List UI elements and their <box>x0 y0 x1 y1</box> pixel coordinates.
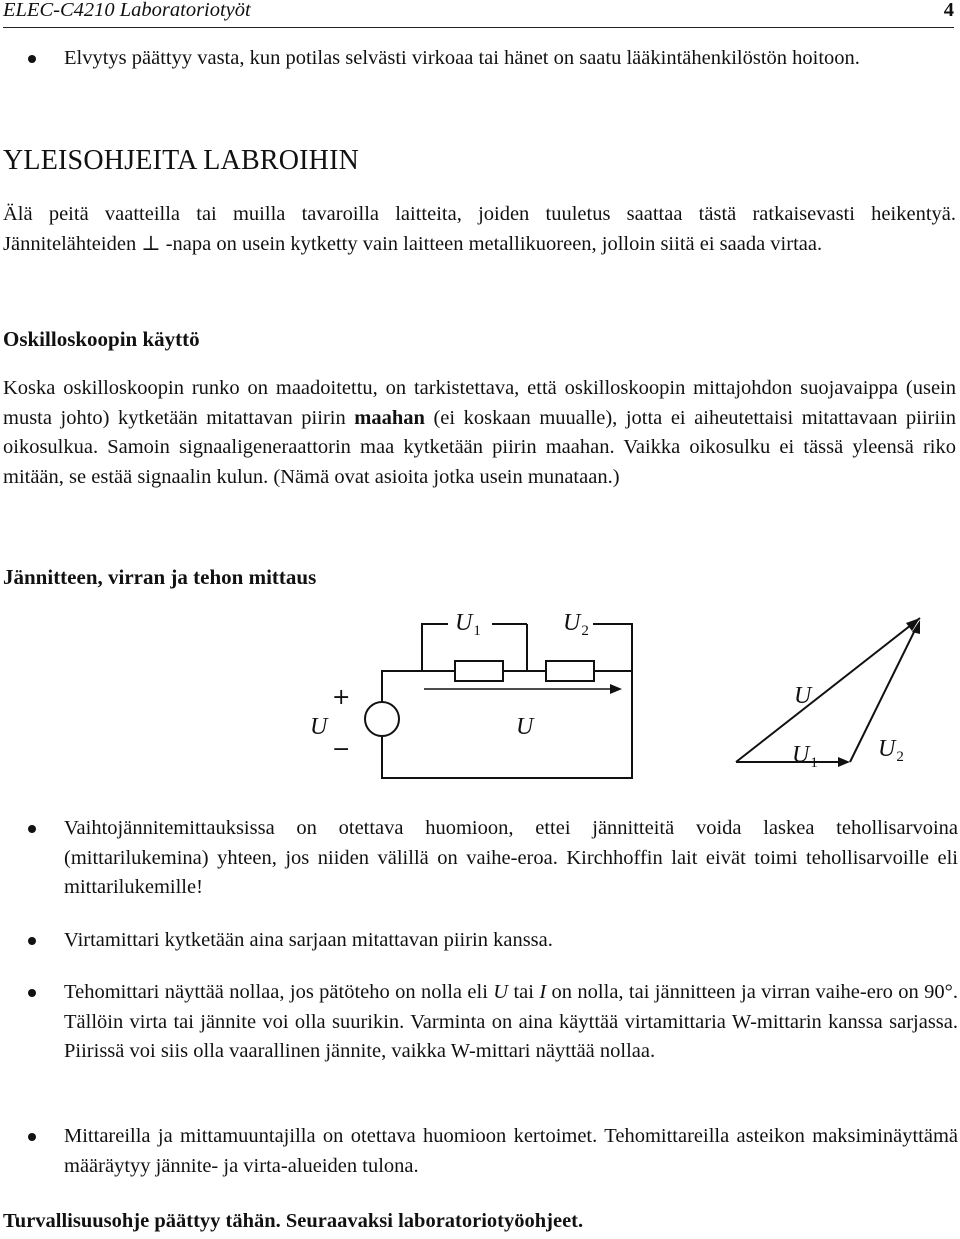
bullet-text: Elvytys päättyy vasta, kun potilas selvästi virkoaa tai hänet on saatu lääkintähenkilöstön hoitoon. <box>64 47 860 69</box>
section-heading-measurement: Jännitteen, virran ja tehon mittaus <box>3 565 317 589</box>
phasor-u1-arrowhead-icon <box>838 757 850 767</box>
phasor-label-u1-sub: 1 <box>810 755 818 771</box>
bullet-item-wattmeter <box>28 978 958 1067</box>
voltmeter-u1-lead-left <box>422 624 448 671</box>
bullet-text: Vaihtojännitemittauksissa on otettava huomioon, ettei jännitteitä voida laskea tehollisarvoina (mittarilukemina) yhteen, jos niiden välillä on vaihe-eroa. Kirchhoffin lait eivät toimi tehollisarvoille eli mittarilukemille! <box>64 817 958 898</box>
resistor-1 <box>455 661 503 681</box>
bullet-text-part: tai <box>508 981 540 1003</box>
math-symbol-u: U <box>493 981 509 1003</box>
footer-note: Turvallisuusohje päättyy tähän. Seuraavaksi laboratoriotyöohjeet. <box>3 1210 584 1232</box>
emphasis-ground: maahan <box>354 406 425 429</box>
section-heading-general: YLEISOHJEITA LABROIHIN <box>3 145 360 176</box>
bullet-item-ammeter <box>28 926 958 956</box>
bullet-text-part: on nolla, tai jännitteen ja virran vaihe-ero on <box>546 981 925 1003</box>
bullet-text <box>64 978 958 1067</box>
page-number: 4 <box>943 0 954 21</box>
bullet-text: Virtamittari kytketään aina sarjaan mitattavan piirin kanssa. <box>64 929 553 951</box>
bullet-item-resuscitation <box>28 44 958 74</box>
paragraph-text: Koska oskilloskoopin runko on maadoitettu, on tarkistettava, että oskilloskoopin mittajohdon suojavaippa (usein musta johto) kytketään mitattavan piirin <box>3 377 956 429</box>
bullet-text: Mittareilla ja mittamuuntajilla on otettava huomioon kertoimet. Tehomittareilla asteikon maksiminäyttämä määräytyy jännite- ja virta-alueiden tulona. <box>64 1125 958 1177</box>
label-source-u: U <box>310 714 328 740</box>
label-u1-sub: 1 <box>473 623 481 639</box>
paragraph-text: (ei koskaan muualle), jotta ei aiheutettaisi mitattavaan piiriin oikosulkua. Samoin signaaligeneraattorin maa kytketään piirin maahan. Vaikka oikosulku ei tässä yleensä riko mitään, se estää signaalin kulun. (Nämä ovat asioita jotka usein munataan.) <box>3 406 957 488</box>
wire-return <box>382 671 632 778</box>
bullet-dot-icon <box>28 1133 36 1141</box>
label-u2-sub: 2 <box>581 623 589 639</box>
circuit-diagram <box>365 624 632 778</box>
measurement-figure <box>290 596 930 786</box>
phasor-label-u: U <box>794 683 812 709</box>
page-header <box>3 0 954 26</box>
label-u1-symbol: U <box>455 610 473 636</box>
figure-svg <box>290 596 930 786</box>
resistor-2 <box>546 661 594 681</box>
paragraph-general <box>3 200 956 259</box>
bullet-item-multipliers <box>28 1122 958 1181</box>
label-u2 <box>563 610 589 639</box>
paragraph-text: Älä peitä vaatteilla tai muilla tavaroilla laitteita, joiden tuuletus saattaa tästä ratkaisevasti heikentyä. Jännitelähteiden <box>3 203 956 255</box>
bullet-dot-icon <box>28 989 36 997</box>
label-total-u: U <box>516 714 534 740</box>
paragraph-text: -napa on usein kytketty vain laitteen metallikuoreen, jolloin siitä ei saada virtaa. <box>160 232 823 255</box>
label-plus-sign: + <box>332 685 351 710</box>
degree-symbol: ° <box>944 981 953 1003</box>
phasor-label-u1 <box>792 742 818 771</box>
voltmeter-u2-lead-right <box>593 624 632 671</box>
bullet-text-part: . Tällöin virta tai jännite voi olla suurikin. Varminta on aina käyttää virtamittaria W-mittarin kanssa sarjassa. Piirissä voi siis olla vaarallinen jännite, vaikka W-mittari näyttää nollaa. <box>64 981 958 1062</box>
ground-symbol-icon: ⊥ <box>141 232 161 255</box>
paragraph-oscilloscope <box>3 374 956 492</box>
math-symbol-i: I <box>539 981 547 1003</box>
bullet-dot-icon <box>28 937 36 945</box>
phasor-label-u2 <box>878 736 904 765</box>
phasor-label-u1-symbol: U <box>792 742 810 768</box>
bullet-item-ac-measurements <box>28 814 958 903</box>
label-u1 <box>455 610 481 639</box>
phasor-label-u2-sub: 2 <box>896 749 904 765</box>
angle-value: 90 <box>924 981 945 1003</box>
header-title: ELEC-C4210 Laboratoriotyöt <box>3 0 251 21</box>
bullet-dot-icon <box>28 55 36 63</box>
bullet-dot-icon <box>28 825 36 833</box>
voltage-arrowhead-icon <box>610 684 622 694</box>
bullet-text-part: Tehomittari näyttää nollaa, jos pätöteho on nolla eli <box>64 981 494 1003</box>
phasor-label-u2-symbol: U <box>878 736 896 762</box>
header-rule <box>3 27 954 28</box>
label-minus-sign: − <box>332 737 351 762</box>
section-heading-oscilloscope: Oskilloskoopin käyttö <box>3 327 200 351</box>
voltage-source-icon <box>365 702 399 736</box>
label-u2-symbol: U <box>563 610 581 636</box>
